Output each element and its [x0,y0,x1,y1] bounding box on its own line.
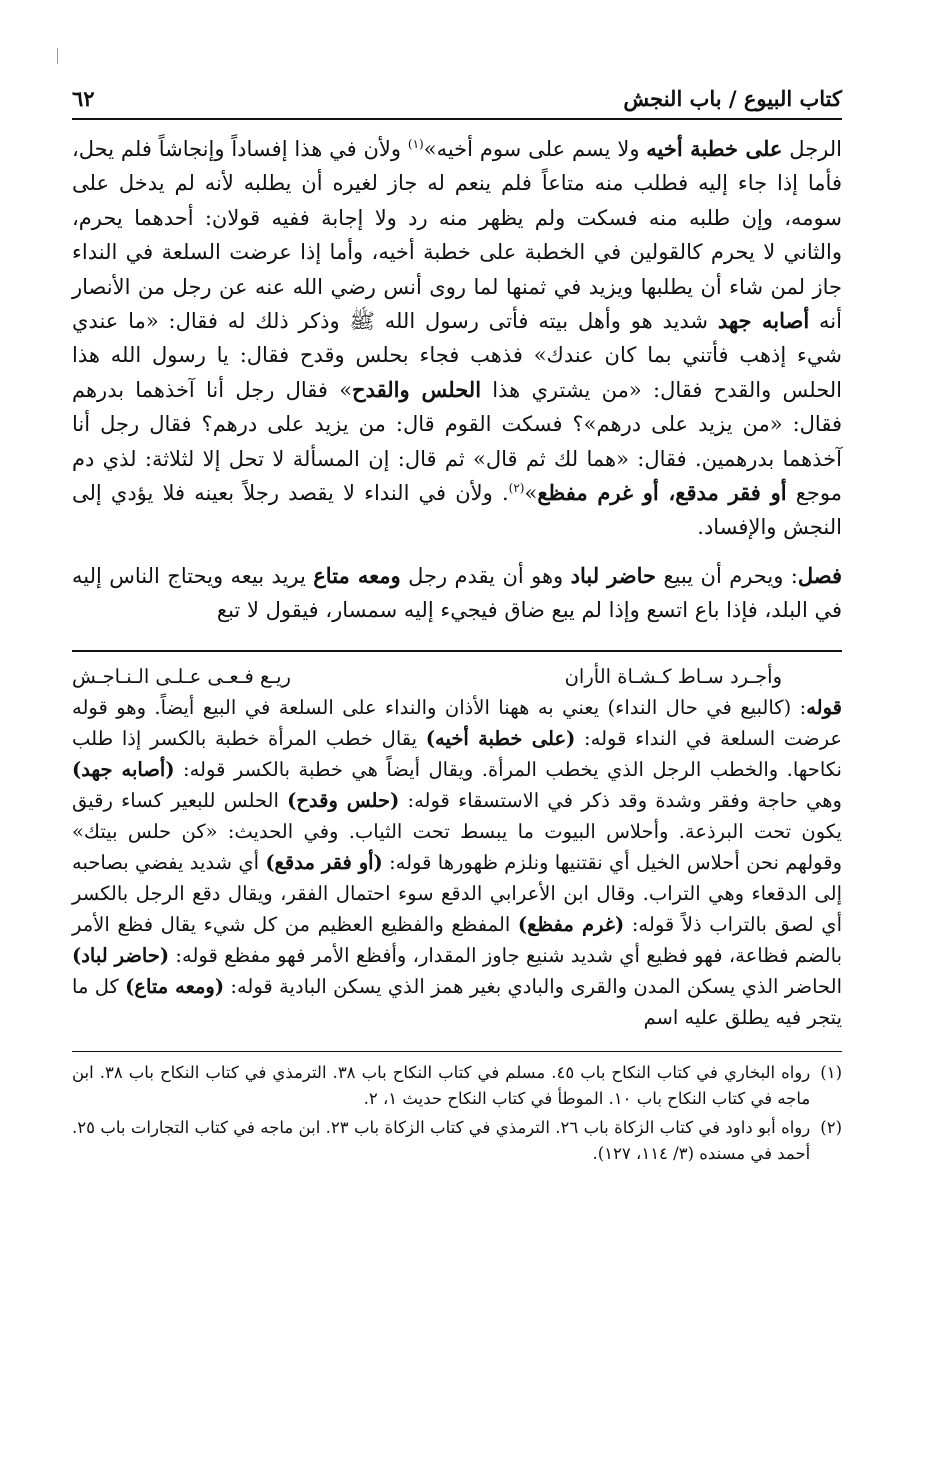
text-run: وهي حاجة وفقر وشدة وقد ذكر في الاستسقاء قوله: [399,788,842,812]
commentary-paragraph [72,692,842,1033]
text-run: وهو أن يقدم رجل [400,563,571,588]
verse-hemistich-2: ريـع فـعـى عـلـى الـنـاجـش [72,664,291,688]
text-run: أي شديد يفضي بصاحبه إلى الدقعاء وهي التراب. وقال ابن الأعرابي الدقع سوء احتمال الفقر، ويقال دقع الرجل بالكسر أي لصق بالتراب ذلاً قوله: [72,850,842,936]
bold-term: على خطبة أخيه [646,136,783,161]
text-run: » فقال رجل أنا آخذهما بدرهم فقال: «من يزيد على درهم»؟ فسكت القوم قال: من يزيد على درهم؟ فقال رجل أنا آخذهما بدرهمين. فقال: «هما لك ثم قال» ثم قال: إن المسألة لا تحل إلا لثلاثة: لذي دم موجع [72,377,842,506]
footnote-number: (٢) [820,1117,842,1137]
text-run: : (كالبيع في حال النداء) يعني به ههنا الأذان والنداء على السلعة في البيع أيضاً. وهو قوله عرضت السلعة في النداء قوله: [72,695,842,750]
book-page [72,84,842,1170]
text-run: يقال خطب المرأة خطبة بالكسر إذا طلب نكاحها. والخطب الرجل الذي يخطب المرأة. ويقال أيضاً هي خطبة بالكسر قوله: [72,726,842,781]
text-run: . ولأن في النداء لا يقصد رجلاً بعينه فلا يؤدي إلى النجش والإفساد. [72,481,842,540]
footnotes [72,1060,842,1168]
bold-term: (أو فقر مدقع) [265,850,383,874]
bold-term: (حلس وقدح) [287,788,400,812]
text-run: ولا يسم على سوم أخيه» [423,137,647,161]
text-run: ولأن في هذا إفساداً وإنجاشاً فلم يحل، فأما إذا جاء إليه فطلب منه متاعاً فلم ينعم له جاز لغيره أن يطلبه لأنه لم يدخل على سومه، وإن طلبه منه فسكت ولم يظهر منه رد ولا إجابة ففيه قولان: أحدهما يحرم، والثاني لا يحرم كالقولين في الخطبة على خطبة أخيه، وأما إذا عرضت السلعة في النداء جاز لمن شاء أن يطلبها ويزيد في ثمنها لما روى أنس رضي الله عنه عن رجل من الأنصار أنه [72,137,842,334]
bold-term: أو فقر مدقع، أو غرم مفظع [537,480,787,506]
page-number: ٦٢ [72,86,95,111]
text-run: الحاضر الذي يسكن المدن والقرى والبادي بغير همز الذي يسكن البادية قوله: [224,974,842,998]
bold-term: (على خطبة أخيه) [425,726,576,750]
text-run: يريد بيعه ويحتاج الناس إليه في البلد، فإذا باع اتسع وإذا لم يبع ضاق فيجيء إليه سمسار، فيقول لا تبع [72,563,842,623]
bold-term: (أصابه جهد) [72,757,175,781]
text-run: » [524,481,538,506]
bold-term: (حاضر لباد) [72,943,170,967]
footnote-text: رواه أبو داود في كتاب الزكاة باب ٢٦. الترمذي في كتاب الزكاة باب ٢٣. ابن ماجه في كتاب التجارات باب ٢٥. أحمد في مسنده (٣/ ١١٤، ١٢٧). [72,1117,811,1164]
bold-term: حاضر لباد [570,562,656,588]
page-header [72,84,842,120]
main-paragraph-2 [72,559,842,628]
bold-term: (غرم مفظع) [517,912,625,936]
running-title: كتاب البيوع / باب النجش [623,86,842,111]
bold-term: قوله [806,695,842,719]
margin-mark [57,48,58,64]
main-text [72,132,842,628]
footnote-ref: (٢) [508,481,525,496]
text-run: المفظع والفظيع العظيم من كل شيء يقال فظع الأمر بالضم فظاعة، فهو فظيع أي شديد شنيع جاوز المقدار، وأفظع الأمر فهو مفظع قوله: [72,912,842,967]
text-run: شديد هو وأهل بيته فأتى رسول الله ﷺ وذكر ذلك له فقال: «ما عندي شيء إذهب فأتني بما كان عندك» فذهب فجاء بحلس وقدح فقال: يا رسول الله هذا الحلس والقدح فقال: «من يشتري هذا [72,309,842,402]
commentary [72,662,842,1033]
footnote [72,1060,842,1113]
footnote [72,1115,842,1168]
bold-term: فصل [797,562,843,588]
main-paragraph-1 [72,132,842,545]
footnote-number: (١) [820,1062,842,1082]
bold-term: أصابه جهد [717,308,810,334]
bold-term: الحلس والقدح [352,376,482,402]
text-run: : ويحرم أن يبيع [655,563,798,588]
text-run: الحلس للبعير كساء رقيق يكون تحت البرذعة. وأحلاس البيوت ما يبسط تحت الثياب. وفي الحديث: «كن حلس بيتك» وقولهم نحن أحلاس الخيل أي نقتنيها ونلزم ظهورها قوله: [72,788,842,874]
footnote-ref: (١) [407,137,424,151]
footnote-text: رواه البخاري في كتاب النكاح باب ٤٥. مسلم في كتاب النكاح باب ٣٨. الترمذي في كتاب النكاح باب ٣٨. ابن ماجه في كتاب النكاح باب ١٠. الموطأ في كتاب النكاح حديث ١، ٢. [72,1062,811,1109]
bold-term: ومعه متاع [313,562,401,588]
verse-hemistich-1: وأجـرد سـاط كـشـاة الأران [564,664,782,688]
footnote-divider [72,1051,842,1052]
text-run: كل ما يتجر فيه يطلق عليه اسم [72,974,842,1029]
bold-term: (ومعه متاع) [125,974,225,998]
commentary-divider [72,650,842,652]
poetry-verse [72,662,842,692]
text-run: الرجل [782,137,842,161]
